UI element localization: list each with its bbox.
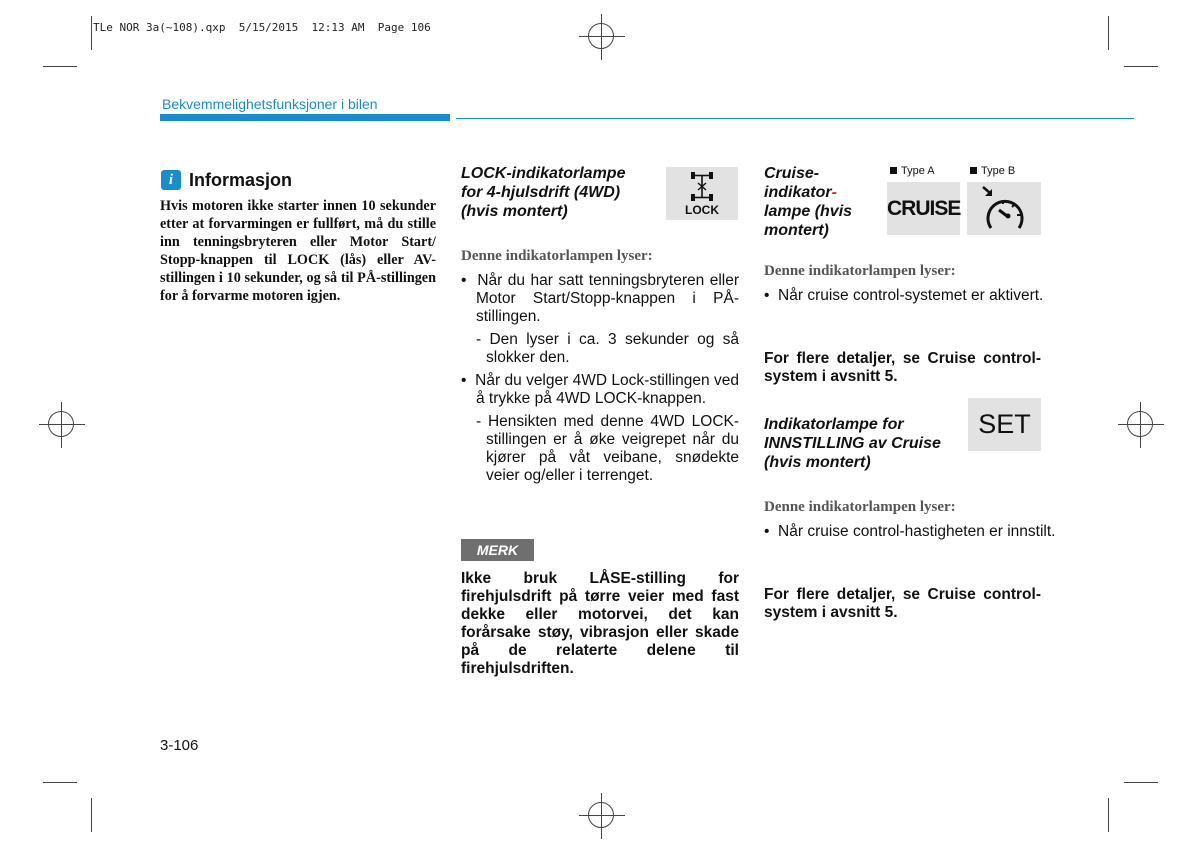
heading-line: INNSTILLING av Cruise — [764, 435, 941, 452]
square-bullet-icon — [970, 167, 977, 174]
crop-mark — [91, 16, 92, 50]
type-b-text: Type B — [981, 165, 1016, 177]
list-subitem: - Hensikten med denne 4WD LOCK- stillingen er å øke veigrepet når du kjører på våt veibane, snødekte veier og/eller i terrenget. — [476, 413, 740, 484]
heading-line: for 4-hjulsdrift (4WD) — [461, 184, 621, 201]
4wd-axle-icon — [690, 171, 714, 203]
info-body: Hvis motoren ikke starter innen 10 sekunder etter at forvarmingen er fullført, må du stille inn tenningsbryteren eller Motor Start/ Stopp-knappen til LOCK (lås) eller AV-stillingen i 10 sekunder, og så til PÅ-stillingen for å forvarme motoren igjen. — [160, 198, 436, 304]
lock-section-heading — [461, 164, 661, 221]
registration-mark-icon — [588, 802, 614, 828]
heading-line: (hvis montert) — [461, 203, 568, 220]
type-a-text: Type A — [901, 165, 935, 177]
cruise-indicator-type-b-icon — [967, 182, 1041, 235]
list-item: • Når cruise control-hastigheten er innstilt. — [764, 523, 1056, 540]
heading-line: montert) — [764, 222, 829, 239]
section-header-title: Bekvemmelighetsfunksjoner i bilen — [162, 96, 378, 112]
list-item-text: Når du har satt tenningsbryteren eller Motor Start/Stopp-knappen i PÅ- stillingen. — [476, 272, 739, 325]
crop-mark — [1108, 16, 1109, 50]
heading-line — [764, 183, 874, 202]
crop-mark — [43, 782, 77, 783]
heading-line: lampe (hvis — [764, 203, 853, 220]
cruise-section-heading — [764, 164, 874, 240]
info-icon: i — [161, 170, 181, 190]
heading-line: Cruise- — [764, 165, 820, 182]
list-item-text: Når cruise control-systemet er aktivert. — [778, 287, 1044, 304]
cruise-indicator-type-a-icon: CRUISE — [887, 182, 960, 235]
note-text: Ikke bruk LÅSE-stilling for firehjulsdrift på tørre veier med fast dekke eller motorvei, det kan forårsake støy, vibrasjon eller skade på de relaterte delene til firehjulsdriften. — [461, 570, 739, 677]
list-subitem: - Den lyser i ca. 3 sekunder og så slokker den. — [476, 331, 739, 366]
page-number: 3-106 — [160, 737, 199, 754]
lock-subheading: Denne indikatorlampen lyser: — [461, 248, 653, 264]
heading-line: LOCK-indikatorlampe — [461, 165, 626, 182]
registration-mark-icon — [588, 23, 614, 49]
set-reference: For flere detaljer, se Cruise control- system i avsnitt 5. — [764, 586, 1041, 621]
header-rule-thin — [456, 118, 1134, 119]
note-label: MERK — [461, 539, 534, 561]
registration-mark-icon — [1127, 411, 1153, 437]
type-a-label — [890, 165, 935, 177]
list-item-text: Når cruise control-hastigheten er innstilt. — [778, 523, 1056, 540]
set-subheading: Denne indikatorlampen lyser: — [764, 499, 956, 515]
crop-mark — [43, 66, 77, 67]
4wd-lock-indicator-icon — [666, 167, 738, 220]
set-section-heading — [764, 415, 974, 472]
crop-mark — [1124, 66, 1158, 67]
heading-hyphen: - — [831, 184, 837, 201]
list-item: • Når du velger 4WD Lock-stillingen ved å trykke på 4WD LOCK-knappen. — [461, 372, 739, 407]
header-rule-thick — [160, 114, 450, 121]
lock-bullet-list — [461, 272, 739, 485]
heading-line-text: indikator — [764, 184, 832, 201]
heading-line: (hvis montert) — [764, 454, 871, 471]
crop-mark — [1108, 798, 1109, 832]
list-subitem-text: Hensikten med denne 4WD LOCK- stillingen er å øke veigrepet når du kjører på våt veibane, snødekte veier og/eller i terrenget. — [486, 413, 740, 484]
list-item-text: Når du velger 4WD Lock-stillingen ved å trykke på 4WD LOCK-knappen. — [475, 372, 739, 407]
crop-mark — [91, 798, 92, 832]
set-indicator-icon: SET — [968, 398, 1041, 451]
list-subitem-text: Den lyser i ca. 3 sekunder og så slokker den. — [486, 331, 739, 366]
registration-mark-icon — [48, 411, 74, 437]
print-slug: TLe NOR 3a(~108).qxp 5/15/2015 12:13 AM Page 106 — [93, 21, 431, 34]
cruise-reference: For flere detaljer, se Cruise control- system i avsnitt 5. — [764, 350, 1041, 385]
speedometer-icon — [979, 184, 1031, 234]
info-title: Informasjon — [189, 170, 293, 190]
list-item: • Når du har satt tenningsbryteren eller Motor Start/Stopp-knappen i PÅ- stillingen. — [461, 272, 739, 325]
type-b-label — [970, 165, 1015, 177]
crop-mark — [1124, 782, 1158, 783]
square-bullet-icon — [890, 167, 897, 174]
list-item: • Når cruise control-systemet er aktivert. — [764, 287, 1044, 304]
cruise-subheading: Denne indikatorlampen lyser: — [764, 263, 956, 279]
lock-icon-label: LOCK — [685, 203, 719, 217]
heading-line: Indikatorlampe for — [764, 416, 904, 433]
